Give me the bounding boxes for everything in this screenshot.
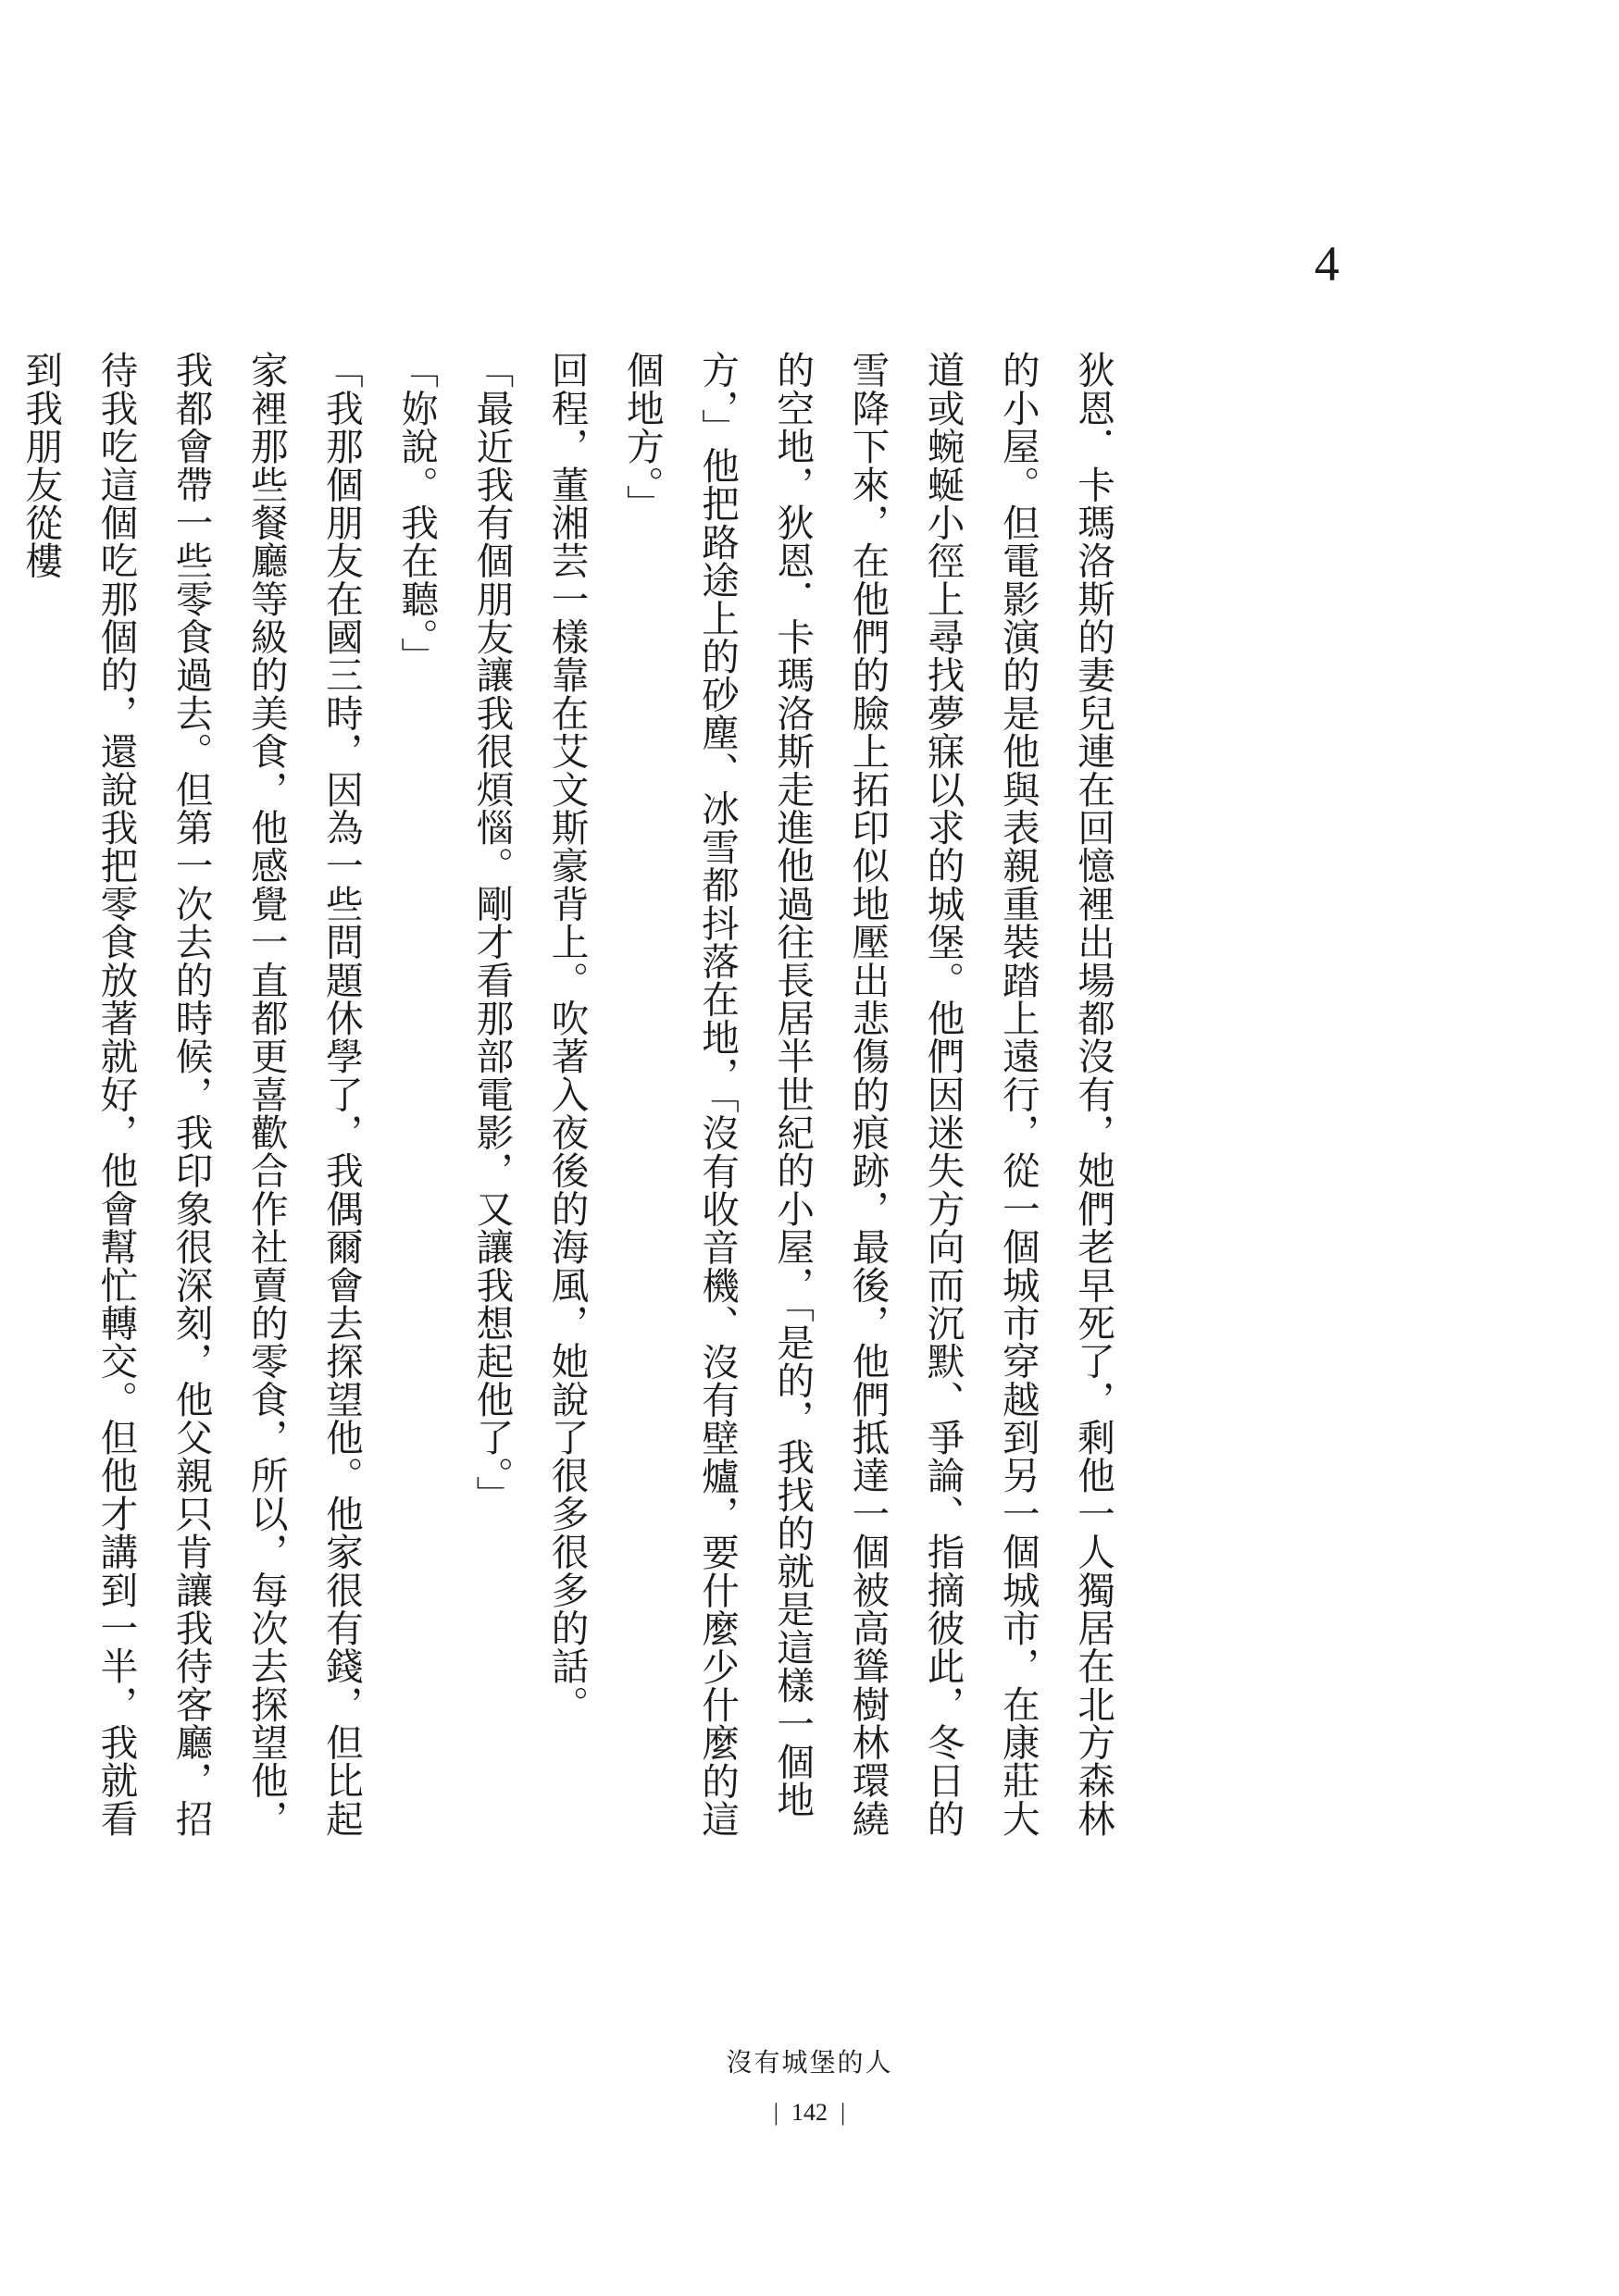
- page-number-footer: [0, 2099, 1619, 2127]
- page-number-left-rule: |: [773, 2099, 778, 2126]
- paragraph-4: 「妳說。我在聽。」: [394, 350, 440, 676]
- running-footer-title: 沒有城堡的人: [726, 2047, 893, 2078]
- paragraph-5: 「我那個朋友在國三時，因為一些問題休學了，我偶爾會去探望他。他家很有錢，但比起家裡那些餐廳等級的美食，他感覺一直都更喜歡合作社賣的零食，所以，每次去探望他，我都會帶一些零食過去。但第一次去的時候，我印象很深刻，他父親只肯讓我待客廳，招待我吃這個吃那個的，還說我把零食放著就好，他會幫忙轉交。但他才講到一半，我就看到我朋友從樓: [19, 350, 364, 1838]
- paragraph-2: 回程，董湘芸一樣靠在艾文斯豪背上。吹著入夜後的海風，她說了很多很多的話。: [544, 350, 590, 1723]
- paragraph-1: 狄恩．卡瑪洛斯的妻兒連在回憶裡出場都沒有，她們老早死了，剩他一人獨居在北方森林的小屋。但電影演的是他與表親重裝踏上遠行，從一個城市穿越到另一個城市，在康莊大道或蜿蜒小徑上尋找夢寐以求的城堡。他們因迷失方向而沉默、爭論、指摘彼此，冬日的雪降下來，在他們的臉上拓印似地壓出悲傷的痕跡，最後，他們抵達一個被高聳樹林環繞的空地，狄恩．卡瑪洛斯走進他過往長居半世紀的小屋，「是的，我找的就是這樣一個地方，」他把路途上的砂塵、冰雪都抖落在地，「沒有收音機、沒有壁爐，要什麼少什麼的這個地方。」: [619, 350, 1115, 1838]
- page-number: 142: [791, 2099, 828, 2126]
- chapter-number: 4: [1314, 236, 1339, 292]
- body-text: [19, 313, 1130, 1849]
- paragraph-3: 「最近我有個朋友讓我很煩惱。剛才看那部電影，又讓我想起他了。」: [469, 350, 515, 1514]
- page-number-right-rule: |: [841, 2099, 846, 2126]
